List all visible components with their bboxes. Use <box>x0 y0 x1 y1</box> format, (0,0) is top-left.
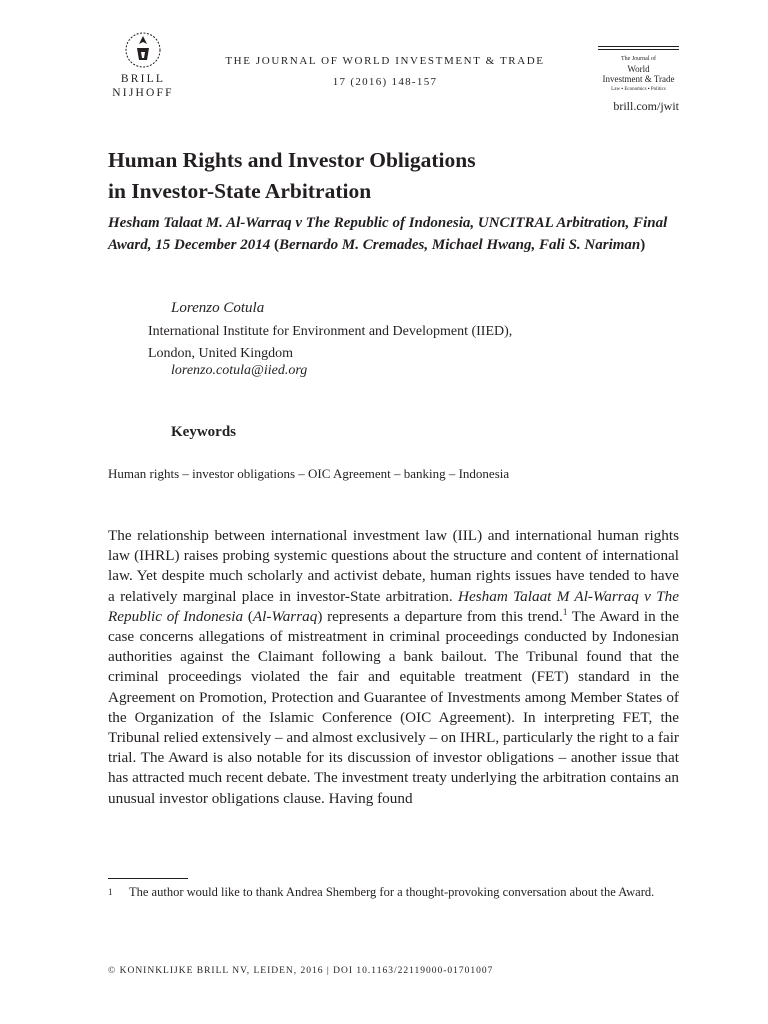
title-line-2: in Investor-State Arbitration <box>108 179 372 203</box>
journal-logo-tagline: Law ▪ Economics ▪ Politics <box>611 87 666 92</box>
author-name: Lorenzo Cotula <box>171 300 265 316</box>
body-text-4: The Award in the case concerns allegations of mistreatment in criminal proceedings conducted by Indonesian authorities against the Claimant following a bank bailout. The Tribunal found that the criminal proceedings violated the fair and equitable treatment (FET) standard in the Agreement on Promotion, Protection and Guarantee of Investments among Member States of the Organization of the Islamic Conference (OIC Agreement). In interpreting FET, the Tribunal relied extensively – and almost exclusively – on IHRL, particularly the right to a fair trial. The Award is also notable for its discussion of investor obligations – another issue that has attracted much recent debate. The investment treaty underlying the arbitration contains an unusual investor obligations clause. Having found <box>108 607 679 807</box>
journal-logo-top: The Journal of <box>621 56 656 62</box>
body-case-name: Hesham Talaat M Al-Warraq v The Republic of Indonesia <box>108 587 679 625</box>
case-name: Hesham Talaat M. Al-Warraq v The Republic of Indonesia, UNCITRAL Arbitration, Final Award, 15 December 2014 <box>108 215 668 253</box>
case-paren-close: ) <box>640 237 646 253</box>
footnote-ref[interactable]: 1 <box>562 606 568 617</box>
body-text-3: ) represents a departure from this trend. <box>317 607 563 625</box>
footnote-divider <box>108 878 188 879</box>
author-affiliation <box>148 321 648 364</box>
author-email[interactable]: lorenzo.cotula@iied.org <box>171 363 308 378</box>
body-text-2: ( <box>243 607 253 625</box>
journal-logo-title-2: Investment & Trade <box>602 74 675 84</box>
publisher-name-brill: BRILL <box>120 73 166 85</box>
journal-logo <box>598 46 679 114</box>
page-footer: © KONINKLIJKE BRILL NV, LEIDEN, 2016 | DOI 10.1163/22119000-01701007 <box>108 966 494 976</box>
journal-url[interactable]: brill.com/jwit <box>613 99 679 113</box>
keywords-list: Human rights – investor obligations – OIC Agreement – banking – Indonesia <box>108 466 510 481</box>
footnote <box>108 883 679 901</box>
brill-seal-icon <box>123 28 163 72</box>
logo-rule <box>598 46 679 47</box>
footnote-text: The author would like to thank Andrea Shemberg for a thought-provoking conversation about the Award. <box>129 885 655 899</box>
logo-rule <box>598 49 679 50</box>
affiliation-line-1: International Institute for Environment and Development (IIED), <box>148 324 513 339</box>
footnote-number: 1 <box>108 887 113 897</box>
body-case-short: Al-Warraq <box>252 607 318 625</box>
case-paren-open: ( <box>270 237 279 253</box>
keywords-heading: Keywords <box>171 424 236 440</box>
journal-header <box>180 54 590 88</box>
body-text-1: The relationship between international investment law (IIL) and international human rights law (IHRL) raises probing systemic questions about the structure and content of international law. Yet despite much scholarly and activist debate, human rights issues have tended to have a relatively marginal place in investor-State arbitration. <box>108 527 679 605</box>
case-citation <box>108 212 668 256</box>
article-title <box>108 145 668 207</box>
case-arbitrators: Bernardo M. Cremades, Michael Hwang, Fali S. Nariman <box>278 237 641 253</box>
body-paragraph <box>108 526 679 809</box>
journal-logo-title-1: World <box>627 64 650 74</box>
publisher-logo <box>108 28 178 100</box>
affiliation-line-2: London, United Kingdom <box>148 345 294 361</box>
title-line-1: Human Rights and Investor Obligations <box>108 148 476 172</box>
volume-pages: 17 (2016) 148-157 <box>332 76 438 88</box>
journal-name: THE JOURNAL OF WORLD INVESTMENT & TRADE <box>225 55 545 67</box>
publisher-name-nijhoff: NIJHOFF <box>112 87 174 99</box>
